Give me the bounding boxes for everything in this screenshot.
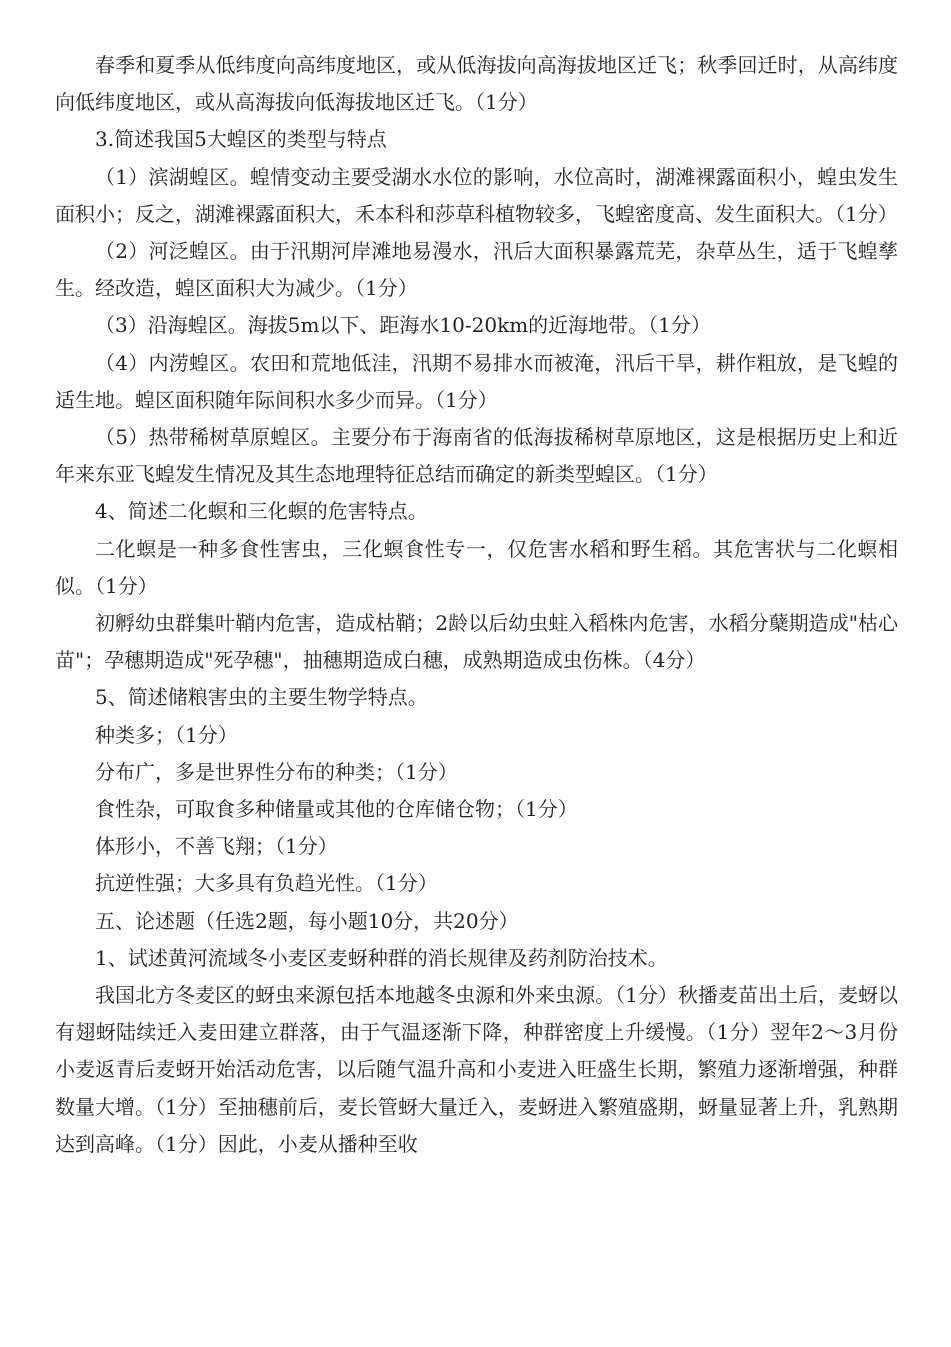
text-paragraph: （1）滨湖蝗区。蝗情变动主要受湖水水位的影响，水位高时，湖滩裸露面积小，蝗虫发生面积小；反之，湖滩裸露面积大，禾本科和莎草科植物较多，飞蝗密度高、发生面积大。（1分）	[55, 164, 898, 226]
section-heading: 五、论述题（任选2题，每小题10分，共20分）	[95, 908, 519, 933]
text-paragraph: 春季和夏季从低纬度向高纬度地区，或从低海拔向高海拔地区迁飞；秋季回迁时，从高纬度向低纬度地区，或从高海拔向低海拔地区迁飞。（1分）	[55, 53, 898, 115]
question-heading: 5、简述储粮害虫的主要生物学特点。	[95, 685, 428, 710]
text-paragraph: （3）沿海蝗区。海拔5m以下、距海水10-20km的近海地带。（1分）	[95, 313, 711, 338]
question-heading: 4、简述二化螟和三化螟的危害特点。	[95, 499, 428, 524]
text-paragraph: （2）河泛蝗区。由于汛期河岸滩地易漫水，汛后大面积暴露荒芜，杂草丛生，适于飞蝗孳生。经改造，蝗区面积大为减少。（1分）	[55, 239, 898, 301]
list-item: 分布广，多是世界性分布的种类；（1分）	[95, 759, 458, 784]
list-item: 体形小，不善飞翔；（1分）	[95, 834, 338, 859]
list-item: 抗逆性强；大多具有负趋光性。（1分）	[95, 871, 438, 896]
text-paragraph: 我国北方冬麦区的蚜虫来源包括本地越冬虫源和外来虫源。（1分）秋播麦苗出土后，麦蚜以有翅蚜陆续迁入麦田建立群落，由于气温逐渐下降，种群密度上升缓慢。（1分）翌年2～3月份小麦返青后麦蚜开始活动危害，以后随气温升高和小麦进入旺盛生长期，繁殖力逐渐增强，种群数量大增。（1分）至抽穗前后，麦长管蚜大量迁入，麦蚜进入繁殖盛期，蚜量显著上升，乳熟期达到高峰。（1分）因此，小麦从播种至收	[55, 983, 898, 1156]
list-item: 食性杂，可取食多种储量或其他的仓库储仓物；（1分）	[95, 797, 578, 822]
text-paragraph: （5）热带稀树草原蝗区。主要分布于海南省的低海拔稀树草原地区，这是根据历史上和近年来东亚飞蝗发生情况及其生态地理特征总结而确定的新类型蝗区。（1分）	[55, 425, 898, 487]
question-heading: 3.简述我国5大蝗区的类型与特点	[95, 127, 387, 152]
text-paragraph: （4）内涝蝗区。农田和荒地低洼，汛期不易排水而被淹，汛后干旱，耕作粗放，是飞蝗的适生地。蝗区面积随年际间积水多少而异。（1分）	[55, 350, 898, 412]
list-item: 种类多；（1分）	[95, 722, 238, 747]
text-paragraph: 二化螟是一种多食性害虫，三化螟食性专一，仅危害水稻和野生稻。其危害状与二化螟相似。（1分）	[55, 536, 898, 598]
text-paragraph: 初孵幼虫群集叶鞘内危害，造成枯鞘；2龄以后幼虫蛀入稻株内危害，水稻分蘖期造成"枯心苗"；孕穗期造成"死孕穗"，抽穗期造成白穗，成熟期造成虫伤株。（4分）	[55, 611, 898, 673]
document-page	[55, 47, 898, 1163]
question-heading: 1、试述黄河流域冬小麦区麦蚜种群的消长规律及药剂防治技术。	[95, 945, 668, 970]
